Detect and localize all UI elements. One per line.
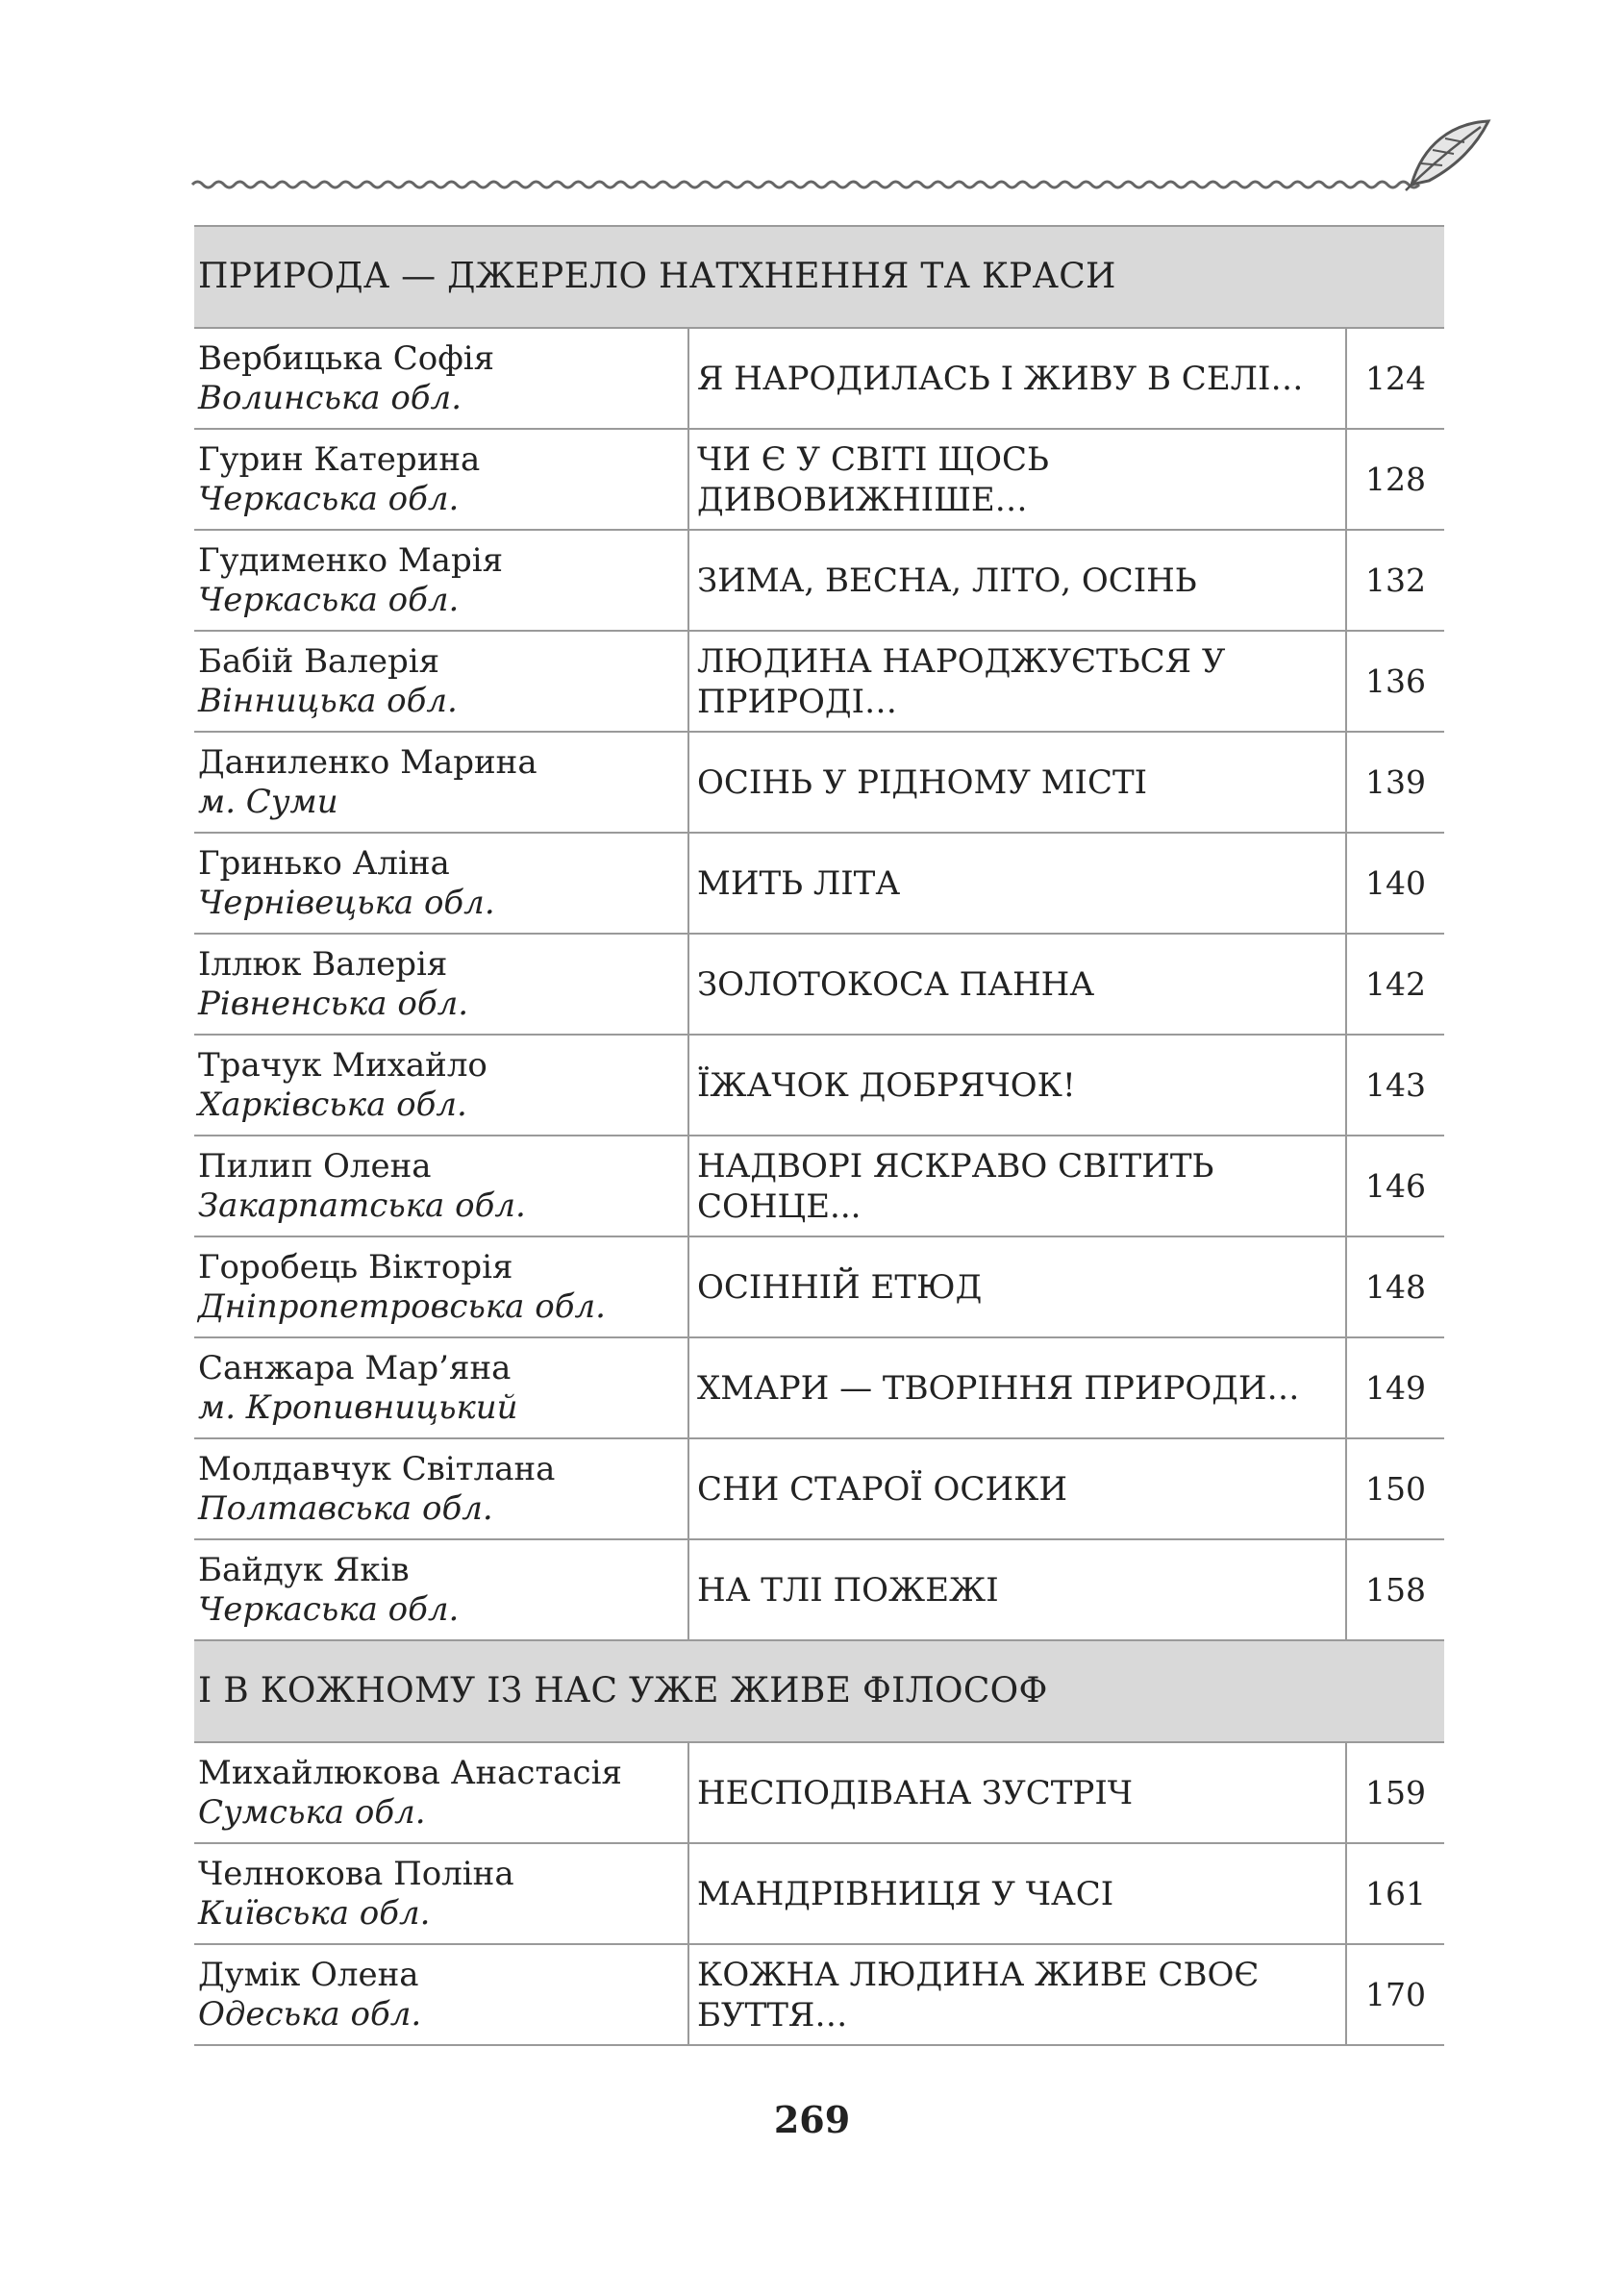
page-ref: 159: [1346, 1742, 1444, 1843]
author-region: Одеська обл.: [198, 1994, 422, 2034]
page-ref: 140: [1346, 833, 1444, 934]
author-cell: [194, 732, 688, 833]
author-name: Байдук Яків: [198, 1550, 410, 1589]
page-ref: 124: [1346, 328, 1444, 429]
work-title: ЗИМА, ВЕСНА, ЛІТО, ОСІНЬ: [688, 530, 1346, 631]
page-ref: 150: [1346, 1438, 1444, 1539]
author-name: Гринько Аліна: [198, 843, 450, 883]
table-row: [194, 1035, 1444, 1136]
author-name: Санжара Мар’яна: [198, 1348, 512, 1387]
author-name: Гурин Катерина: [198, 439, 481, 479]
author-cell: [194, 1337, 688, 1438]
work-title: КОЖНА ЛЮДИНА ЖИВЕ СВОЄ БУТТЯ…: [688, 1944, 1346, 2045]
author-cell: [194, 1843, 688, 1944]
table-row: [194, 1843, 1444, 1944]
section-heading-row: [194, 1640, 1444, 1742]
work-title: ОСІНЬ У РІДНОМУ МІСТІ: [688, 732, 1346, 833]
author-cell: [194, 833, 688, 934]
table-row: [194, 1136, 1444, 1236]
table-row: [194, 429, 1444, 530]
table-row: [194, 1438, 1444, 1539]
page-ref: 128: [1346, 429, 1444, 530]
page-ref: 161: [1346, 1843, 1444, 1944]
author-name: Михайлюкова Анастасія: [198, 1753, 622, 1792]
author-cell: [194, 1438, 688, 1539]
page-ref: 170: [1346, 1944, 1444, 2045]
work-title: СНИ СТАРОЇ ОСИКИ: [688, 1438, 1346, 1539]
table-row: [194, 1944, 1444, 2045]
author-name: Іллюк Валерія: [198, 944, 448, 984]
author-cell: [194, 631, 688, 732]
work-title: ЗОЛОТОКОСА ПАННА: [688, 934, 1346, 1035]
table-row: [194, 530, 1444, 631]
section-heading: І В КОЖНОМУ ІЗ НАС УЖЕ ЖИВЕ ФІЛОСОФ: [194, 1640, 1444, 1742]
table-of-contents: [194, 225, 1444, 2046]
work-title: ХМАРИ — ТВОРІННЯ ПРИРОДИ…: [688, 1337, 1346, 1438]
table-row: [194, 1236, 1444, 1337]
author-cell: [194, 328, 688, 429]
table-row: [194, 833, 1444, 934]
page-ref: 132: [1346, 530, 1444, 631]
author-name: Горобець Вікторія: [198, 1247, 513, 1286]
page-ref: 136: [1346, 631, 1444, 732]
author-region: Харківська обл.: [198, 1085, 467, 1124]
author-cell: [194, 1136, 688, 1236]
page-number: 269: [773, 2098, 851, 2141]
author-cell: [194, 530, 688, 631]
page-ref: 143: [1346, 1035, 1444, 1136]
wave-line: [192, 182, 1419, 187]
header-ornament: [0, 0, 1624, 250]
author-cell: [194, 1035, 688, 1136]
author-region: Рівненська обл.: [198, 984, 469, 1023]
work-title: НА ТЛІ ПОЖЕЖІ: [688, 1539, 1346, 1640]
feather-quill-icon: [1406, 121, 1488, 190]
author-region: Волинська обл.: [198, 378, 462, 417]
table-row: [194, 1539, 1444, 1640]
author-cell: [194, 1236, 688, 1337]
section-heading: ПРИРОДА — ДЖЕРЕЛО НАТХНЕННЯ ТА КРАСИ: [194, 226, 1444, 328]
page-ref: 158: [1346, 1539, 1444, 1640]
page-ref: 139: [1346, 732, 1444, 833]
table-row: [194, 1337, 1444, 1438]
work-title: МАНДРІВНИЦЯ У ЧАСІ: [688, 1843, 1346, 1944]
author-cell: [194, 429, 688, 530]
author-region: м. Суми: [198, 782, 338, 821]
author-region: Черкаська обл.: [198, 1589, 460, 1629]
author-name: Думік Олена: [198, 1955, 419, 1994]
table-row: [194, 1742, 1444, 1843]
author-region: Вінницька обл.: [198, 681, 458, 720]
author-region: Закарпатська обл.: [198, 1186, 526, 1225]
author-name: Бабій Валерія: [198, 641, 440, 681]
page-ref: 149: [1346, 1337, 1444, 1438]
work-title: МИТЬ ЛІТА: [688, 833, 1346, 934]
author-region: м. Кропивницький: [198, 1387, 518, 1427]
work-title: Я НАРОДИЛАСЬ І ЖИВУ В СЕЛІ…: [688, 328, 1346, 429]
author-region: Полтавська обл.: [198, 1488, 493, 1528]
section-heading-row: [194, 226, 1444, 328]
work-title: ЇЖАЧОК ДОБРЯЧОК!: [688, 1035, 1346, 1136]
author-name: Молдавчук Світлана: [198, 1449, 556, 1488]
work-title: ЧИ Є У СВІТІ ЩОСЬ ДИВОВИЖНІШЕ…: [688, 429, 1346, 530]
work-title: ОСІННІЙ ЕТЮД: [688, 1236, 1346, 1337]
author-region: Сумська обл.: [198, 1792, 426, 1832]
table-row: [194, 328, 1444, 429]
author-cell: [194, 1742, 688, 1843]
author-name: Вербицька Софія: [198, 338, 495, 378]
author-name: Челнокова Поліна: [198, 1854, 514, 1893]
author-cell: [194, 1539, 688, 1640]
page-ref: 148: [1346, 1236, 1444, 1337]
work-title: НАДВОРІ ЯСКРАВО СВІТИТЬ СОНЦЕ...: [688, 1136, 1346, 1236]
work-title: ЛЮДИНА НАРОДЖУЄТЬСЯ У ПРИРОДІ…: [688, 631, 1346, 732]
author-region: Черкаська обл.: [198, 580, 460, 619]
author-region: Черкаська обл.: [198, 479, 460, 518]
author-region: Київська обл.: [198, 1893, 431, 1933]
author-region: Чернівецька обл.: [198, 883, 495, 922]
author-name: Даниленко Марина: [198, 742, 537, 782]
work-title: НЕСПОДІВАНА ЗУСТРІЧ: [688, 1742, 1346, 1843]
author-name: Гудименко Марія: [198, 540, 504, 580]
table-row: [194, 631, 1444, 732]
author-name: Пилип Олена: [198, 1146, 432, 1186]
author-cell: [194, 1944, 688, 2045]
table-row: [194, 934, 1444, 1035]
author-region: Дніпропетровська обл.: [198, 1286, 606, 1326]
author-cell: [194, 934, 688, 1035]
table-row: [194, 732, 1444, 833]
page-ref: 142: [1346, 934, 1444, 1035]
author-name: Трачук Михайло: [198, 1045, 487, 1085]
page-ref: 146: [1346, 1136, 1444, 1236]
